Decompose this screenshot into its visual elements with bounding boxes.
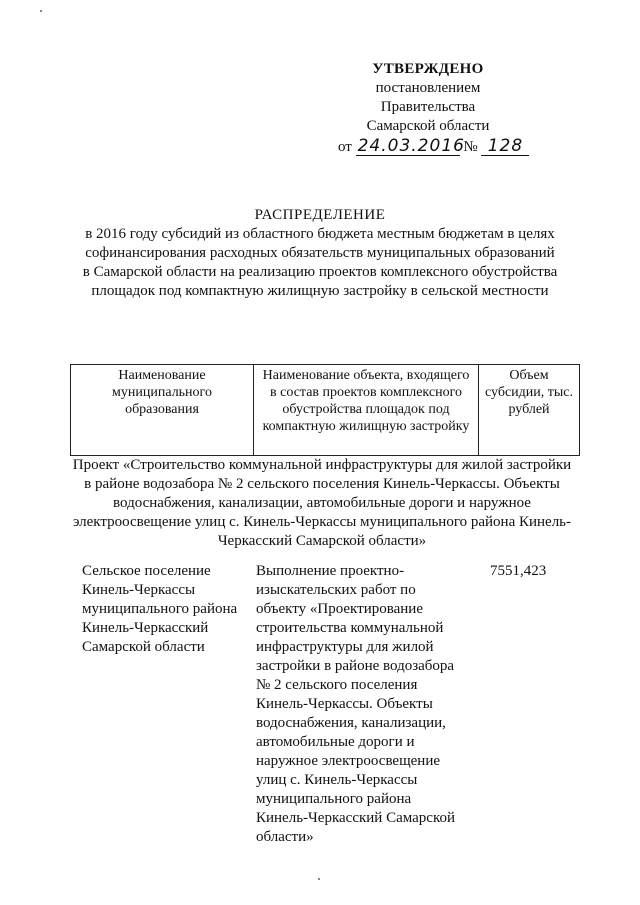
approval-line-2: Самарской области [366,118,490,134]
row-amount: 7551,423 [490,563,547,579]
scan-speck [40,10,42,12]
approval-line-1: постановлением Правительства [375,80,481,115]
row-object: Выполнение проектно-изыскательских работ по объекту «Проектирование строительства коммунальной инфраструктуры для жилой застройки в районе водозабора № 2 сельского поселения Кинель-Черкассы. Объекты водоснабжения, канализации, автомобильные дороги и наружное электроосвещение улиц с. Кинель-Черкассы муниципального района Кинель-Черкасский Самарской области» [256,563,455,845]
approval-date-number-line [338,136,524,157]
project-description: Проект «Строительство коммунальной инфраструктуры для жилой застройки в районе водозабора № 2 сельского поселения Кинель-Черкассы. Объекты водоснабжения, канализации, автомобильные дороги и наружное электроосвещение улиц с. Кинель-Черкассы муниципального района Кинель-Черкасский Самарской области» [72,457,572,549]
table-header [70,364,580,456]
title-line-1: в 2016 году субсидий из областного бюджета местным бюджетам в целях [85,226,555,242]
header-municipality: Наименование муниципального образования [71,365,254,456]
table-header-row [71,365,580,456]
document-title [60,206,580,301]
title-line-3: в Самарской области на реализацию проектов комплексного обустройства [82,264,558,280]
from-label: от [338,139,352,155]
row-municipality: Сельское поселение Кинель-Черкассы муниципального района Кинель-Черкасский Самарской области [82,563,238,655]
number-label: № [463,139,478,155]
title-line-4: площадок под компактную жилищную застройку в сельской местности [91,283,549,299]
header-amount: Объем субсидии, тыс. рублей [479,365,580,456]
scan-speck [318,878,320,880]
header-object: Наименование объекта, входящего в состав проектов комплексного обустройства площадок под компактную жилищную застройку [254,365,479,456]
title-heading: РАСПРЕДЕЛЕНИЕ [254,207,386,223]
approval-heading: УТВЕРЖДЕНО [372,61,484,77]
handwritten-number: 128 [481,138,529,156]
handwritten-date: 24.03.2016 [357,136,465,156]
approval-block [338,60,524,157]
title-line-2: софинансирования расходных обязательств муниципальных образований [85,245,555,261]
